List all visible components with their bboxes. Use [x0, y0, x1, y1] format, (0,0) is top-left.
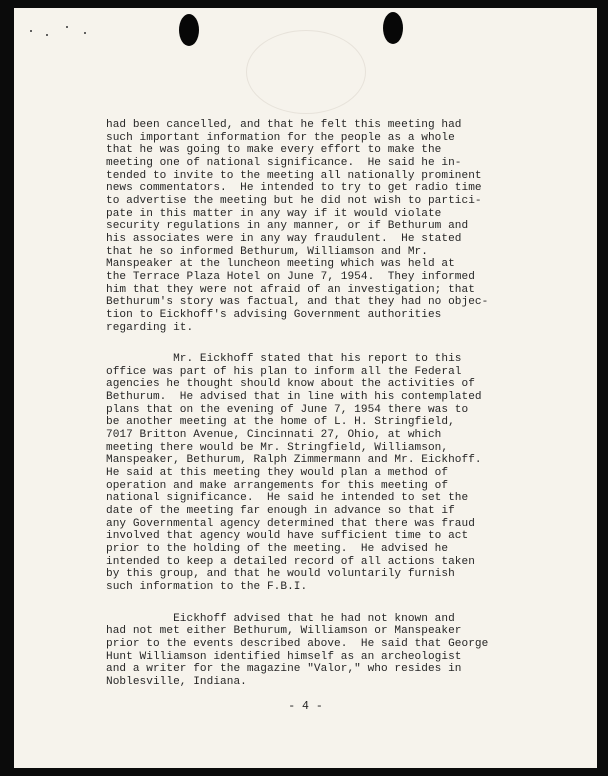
paragraph: [106, 613, 586, 689]
text-line: Manspeaker, Bethurum, Ralph Zimmermann and Mr. Eickhoff.: [106, 454, 482, 467]
text-line: Noblesville, Indiana.: [106, 675, 247, 688]
text-line: to advertise the meeting but he did not wish to partici-: [106, 194, 482, 207]
paper-speck: [46, 34, 48, 36]
text-line: had been cancelled, and that he felt this meeting had: [106, 119, 462, 131]
text-line: by this group, and that he would voluntarily furnish: [106, 568, 455, 581]
text-line: involved that agency would have sufficient time to act: [106, 530, 469, 543]
text-line: operation and make arrangements for this meeting of: [106, 479, 449, 492]
text-line: regarding it.: [106, 321, 194, 334]
text-line: tended to invite to the meeting all nationally prominent: [106, 169, 482, 182]
faint-seal-watermark: [246, 30, 366, 114]
text-line: Mr. Eickhoff stated that his report to this: [106, 353, 462, 366]
text-line: such information to the F.B.I.: [106, 580, 308, 593]
text-line: pate in this matter in any way if it would violate: [106, 207, 442, 220]
text-line: meeting there would be Mr. Stringfield, Williamson,: [106, 441, 449, 454]
document-page: [14, 8, 597, 768]
body-text: [106, 119, 586, 689]
text-line: any Governmental agency determined that there was fraud: [106, 517, 475, 530]
text-line: had not met either Bethurum, Williamson or Manspeaker: [106, 625, 462, 638]
text-line: prior to the events described above. He said that George: [106, 637, 489, 650]
text-line: be another meeting at the home of L. H. Stringfield,: [106, 416, 455, 429]
text-line: prior to the holding of the meeting. He advised he: [106, 543, 449, 555]
text-line: him that they were not afraid of an investigation; that: [106, 283, 475, 296]
text-line: intended to keep a detailed record of all actions taken: [106, 555, 475, 568]
page-number: - 4 -: [288, 700, 323, 713]
punch-hole: [179, 14, 199, 46]
text-line: that he so informed Bethurum, Williamson and Mr.: [106, 245, 428, 258]
text-line: agencies he thought should know about the activities of: [106, 378, 475, 391]
paper-speck: [66, 26, 68, 28]
paper-speck: [30, 30, 32, 32]
text-line: the Terrace Plaza Hotel on June 7, 1954. They informed: [106, 270, 475, 283]
text-line: Manspeaker at the luncheon meeting which was held at: [106, 258, 455, 271]
text-line: Hunt Williamson identified himself as an archeologist: [106, 650, 462, 663]
text-line: Bethurum. He advised that in line with his contemplated: [106, 391, 482, 404]
text-line: office was part of his plan to inform all the Federal: [106, 365, 462, 378]
paper-speck: [84, 32, 86, 34]
text-line: his associates were in any way fraudulent. He stated: [106, 232, 462, 245]
text-line: such important information for the people as a whole: [106, 131, 455, 144]
text-line: Bethurum's story was factual, and that they had no objec-: [106, 296, 489, 309]
text-line: national significance. He said he intended to set the: [106, 492, 469, 505]
text-line: that he was going to make every effort to make the: [106, 144, 442, 157]
text-line: date of the meeting far enough in advance so that if: [106, 505, 455, 518]
text-line: plans that on the evening of June 7, 1954 there was to: [106, 403, 469, 416]
paragraph: [106, 353, 586, 593]
text-line: news commentators. He intended to try to get radio time: [106, 182, 482, 195]
text-line: meeting one of national significance. He said he in-: [106, 156, 462, 169]
text-line: tion to Eickhoff's advising Government authorities: [106, 308, 442, 321]
text-line: security regulations in any manner, or if Bethurum and: [106, 220, 469, 233]
paragraph: [106, 119, 586, 334]
punch-hole: [383, 12, 403, 44]
text-line: He said at this meeting they would plan a method of: [106, 467, 449, 480]
text-line: and a writer for the magazine "Valor," who resides in: [106, 663, 462, 676]
text-line: Eickhoff advised that he had not known and: [106, 612, 455, 625]
text-line: 7017 Britton Avenue, Cincinnati 27, Ohio, at which: [106, 429, 442, 442]
